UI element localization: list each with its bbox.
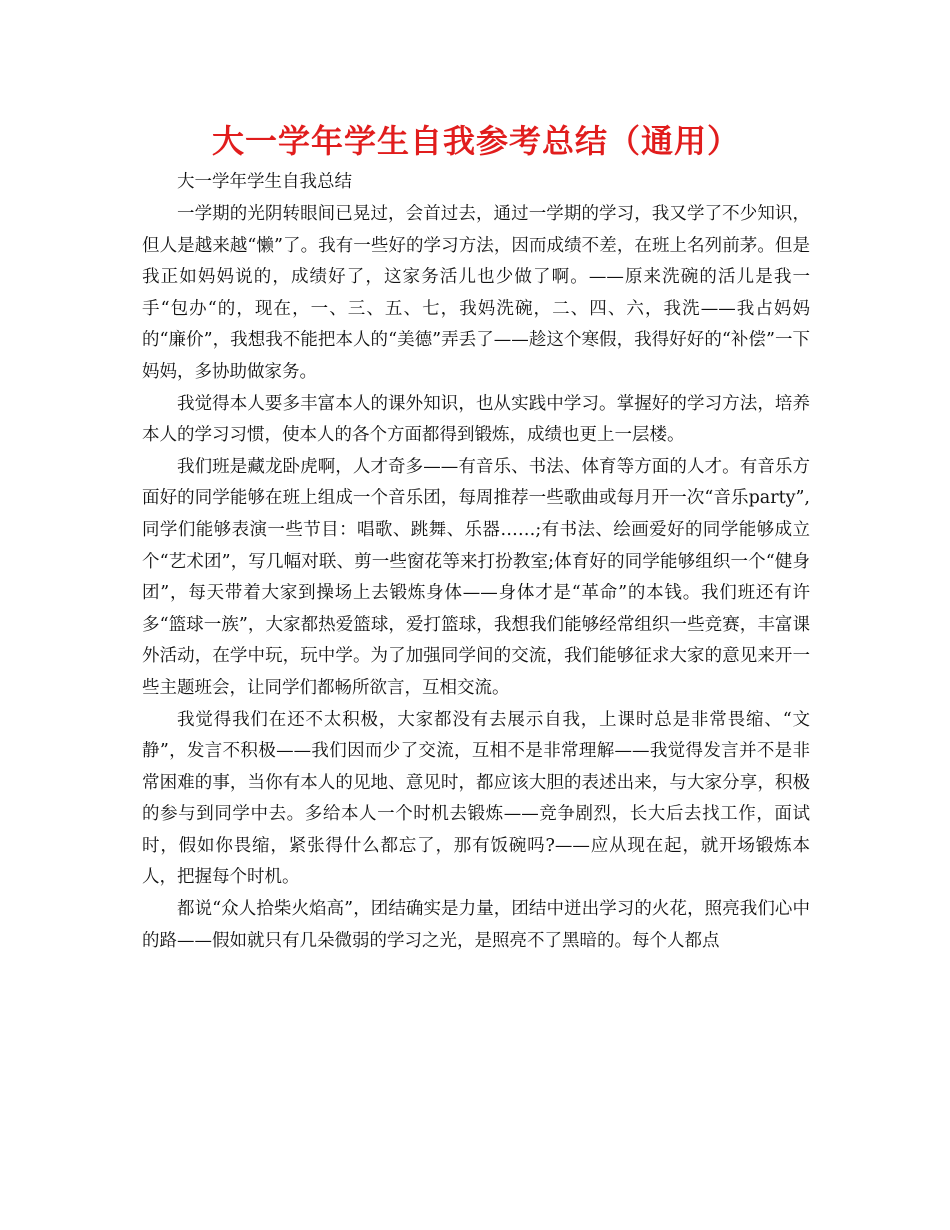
paragraph-4: 我觉得我们在还不太积极，大家都没有去展示自我，上课时总是非常畏缩、“文静”，发言不积极——我们因而少了交流，互相不是非常理解——我觉得发言并不是非常困难的事，当你有本人的见地、意见时，都应该大胆的表述出来，与大家分享，积极的参与到同学中去。多给本人一个时机去锻炼——竞争剧烈，长大后去找工作，面试时，假如你畏缩，紧张得什么都忘了，那有饭碗吗?——应从现在起，就开场锻炼本人，把握每个时机。 (142, 709, 810, 888)
document-page (142, 118, 810, 957)
document-subtitle: 大一学年学生自我总结 (177, 172, 352, 192)
paragraph-3: 我们班是藏龙卧虎啊，人才奇多——有音乐、书法、体育等方面的人才。有音乐方面好的同学能够在班上组成一个音乐团，每周推荐一些歌曲或每月开一次“音乐party”,同学们能够表演一些节目：唱歌、跳舞、乐器……;有书法、绘画爱好的同学能够成立个“艺术团”，写几幅对联、剪一些窗花等来打扮教室;体育好的同学能够组织一个“健身团”，每天带着大家到操场上去锻炼身体——身体才是“革命”的本钱。我们班还有许多“篮球一族”，大家都热爱篮球，爱打篮球，我想我们能够经常组织一些竞赛，丰富课外活动，在学中玩，玩中学。为了加强同学间的交流，我们能够征求大家的意见来开一些主题班会，让同学们都畅所欲言，互相交流。 (142, 456, 810, 698)
paragraph-5: 都说“众人拾柴火焰高”，团结确实是力量，团结中迸出学习的火花，照亮我们心中的路——假如就只有几朵微弱的学习之光，是照亮不了黑暗的。每个人都点 (142, 899, 810, 951)
paragraph-1: 一学期的光阴转眼间已晃过，会首过去，通过一学期的学习，我又学了不少知识，但人是越来越“懒”了。我有一些好的学习方法，因而成绩不差，在班上名列前茅。但是我正如妈妈说的，成绩好了，这家务活儿也少做了啊。——原来洗碗的活儿是我一手“包办“的，现在，一、三、五、七，我妈洗碗，二、四、六，我洗——我占妈妈的“廉价”，我想我不能把本人的“美德”弄丢了——趁这个寒假，我得好好的“补偿”一下妈妈，多协助做家务。 (142, 204, 810, 382)
paragraph-2: 我觉得本人要多丰富本人的课外知识，也从实践中学习。掌握好的学习方法，培养本人的学习习惯，使本人的各个方面都得到锻炼，成绩也更上一层楼。 (142, 393, 810, 446)
document-title: 大一学年学生自我参考总结（通用） (211, 122, 740, 160)
